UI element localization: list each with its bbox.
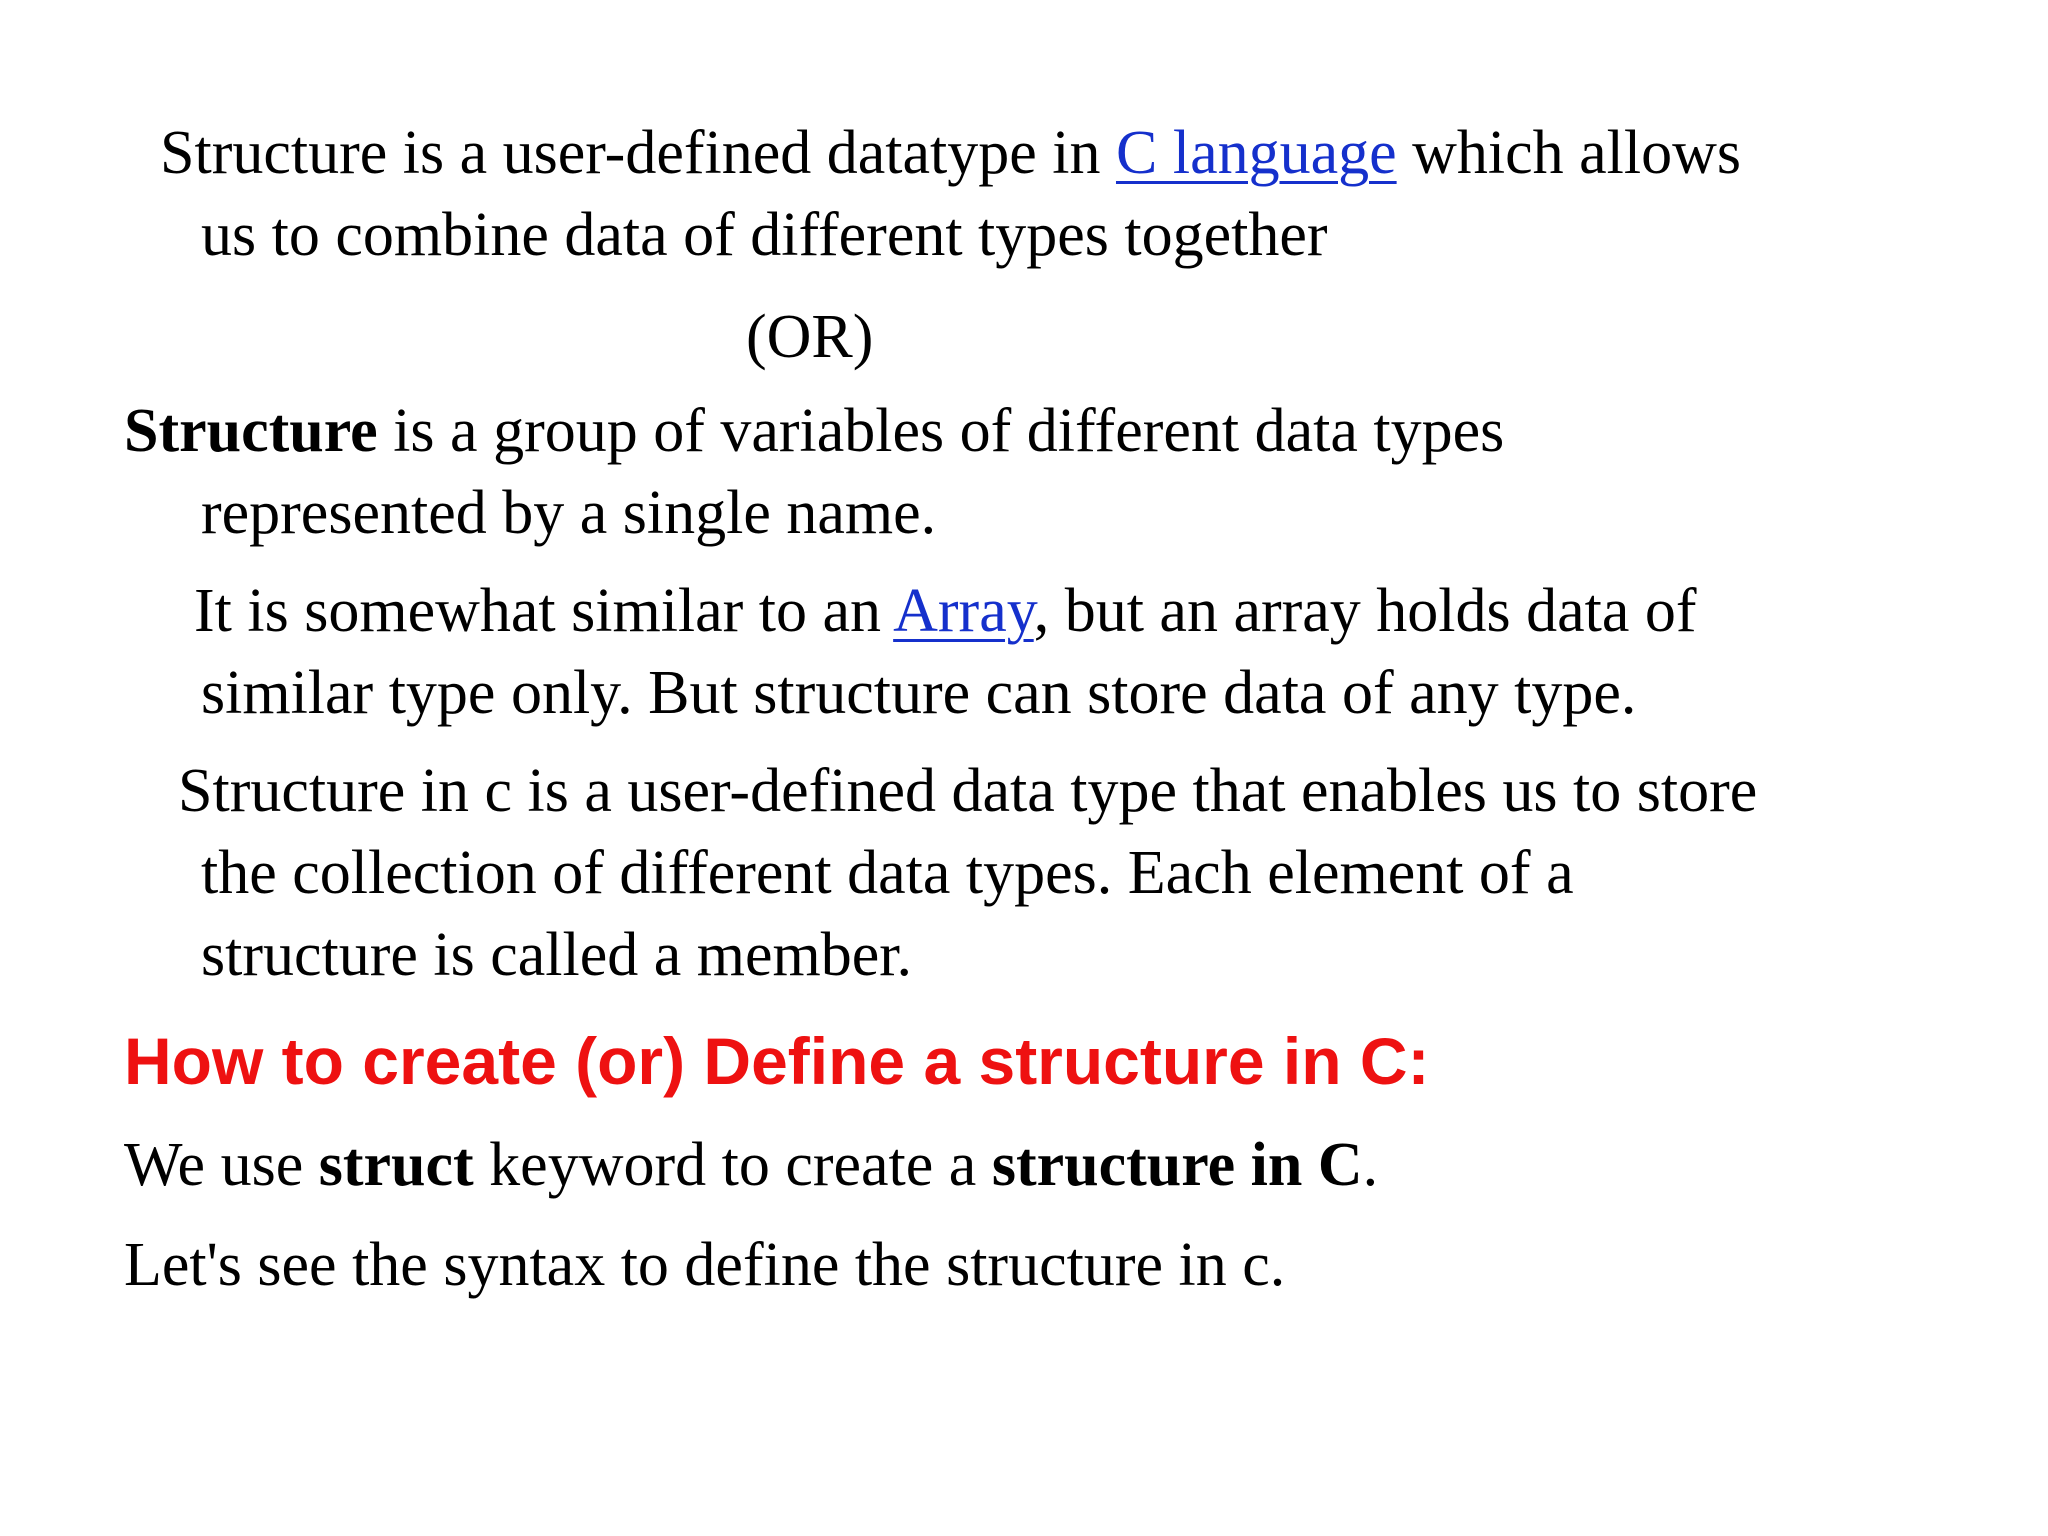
paragraph-syntax-intro <box>124 1224 2024 1306</box>
paragraph-line: us to combine data of different types together <box>201 201 1328 269</box>
text-span: keyword to create a <box>473 1131 992 1199</box>
paragraph-line <box>194 570 2048 652</box>
text-span: Structure is a user-defined datatype in <box>160 119 1116 187</box>
text-span: . <box>1362 1131 1379 1199</box>
paragraph-line: the collection of different data types. Each element of a <box>201 839 1574 907</box>
paragraph-line: structure is called a member. <box>201 921 913 989</box>
bold-term: Structure <box>124 397 378 465</box>
paragraph-struct-keyword <box>124 1124 2024 1206</box>
bold-term: structure in C <box>991 1131 1363 1199</box>
text-span: , but an array holds data of <box>1033 577 1697 645</box>
or-separator <box>746 296 873 378</box>
paragraph-array-comparison <box>194 570 2048 734</box>
paragraph-line <box>124 1124 2024 1206</box>
text-span: is a group of variables of different data types <box>377 397 1505 465</box>
array-link[interactable]: Array <box>893 577 1034 645</box>
paragraph-structure-in-c <box>178 750 2048 996</box>
or-text: (OR) <box>746 303 874 371</box>
text-span: We use <box>124 1131 319 1199</box>
paragraph-line: similar type only. But structure can store data of any type. <box>201 659 1637 727</box>
text-span: It is somewhat similar to an <box>194 577 894 645</box>
section-heading: How to create (or) Define a structure in C: <box>124 1024 1430 1098</box>
text-span: which allows <box>1396 119 1742 187</box>
bold-keyword: struct <box>318 1131 474 1199</box>
c-language-link[interactable]: C language <box>1115 119 1397 187</box>
paragraph-line <box>160 112 2048 194</box>
paragraph-line <box>124 390 2024 472</box>
paragraph-line: Let's see the syntax to define the structure in c. <box>124 1231 1286 1299</box>
paragraph-definition-2 <box>124 390 2024 554</box>
paragraph-definition-1 <box>160 112 2048 276</box>
paragraph-line: represented by a single name. <box>201 479 937 547</box>
paragraph-line: Structure in c is a user-defined data type that enables us to store <box>178 757 1758 825</box>
